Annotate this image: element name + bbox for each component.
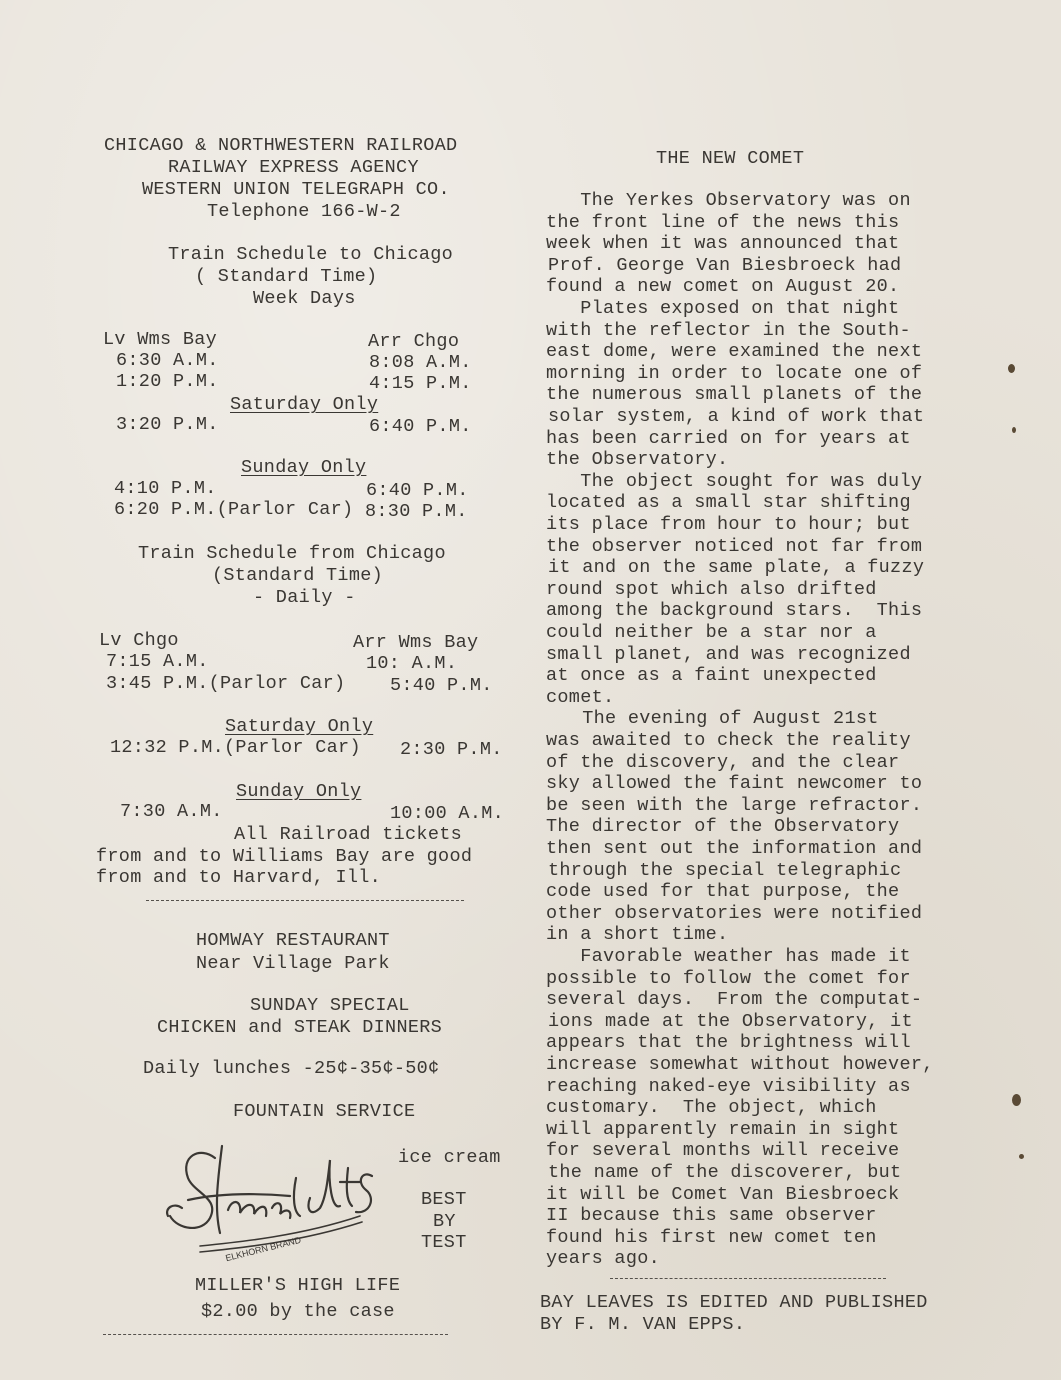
from-chicago-sunday-depart: 7:30 A.M. (120, 801, 223, 822)
col-depart-chicago: Lv Chgo (99, 630, 179, 651)
schedule-from-chicago-timezone: (Standard Time) (212, 565, 384, 586)
article-line: will apparently remain in sight (546, 1119, 900, 1140)
article-line: code used for that purpose, the (546, 881, 900, 902)
article-line: found a new comet on August 20. (546, 276, 900, 297)
logo-brand-text: ELKHORN BRAND (224, 1234, 303, 1263)
article-line: sky allowed the faint newcomer to (546, 773, 923, 794)
to-chicago-sunday-row-1-depart: 4:10 P.M. (114, 478, 217, 499)
article-line: could neither be a star nor a (546, 622, 877, 643)
tickets-note-line-2: from and to Williams Bay are good (96, 846, 473, 867)
article-line: has been carried on for years at (546, 428, 911, 449)
article-line: The Yerkes Observatory was on (546, 190, 911, 211)
article-line: ions made at the Observatory, it (548, 1011, 913, 1032)
weekday-row-1-arrive: 8:08 A.M. (369, 352, 472, 373)
article-line: among the background stars. This (546, 600, 923, 621)
daily-row-1-depart: 7:15 A.M. (106, 651, 209, 672)
article-line: with the reflector in the South- (546, 320, 911, 341)
logo-script-text: Schmidts (160, 1138, 165, 1139)
article-line: possible to follow the comet for (546, 968, 911, 989)
to-chicago-saturday-arrive: 6:40 P.M. (369, 416, 472, 437)
weekday-row-2-arrive: 4:15 P.M. (369, 373, 472, 394)
article-line: round spot which also drifted (546, 579, 877, 600)
schedule-to-chicago-title: Train Schedule to Chicago (168, 244, 454, 265)
footer-line-2: BY F. M. VAN EPPS. (540, 1314, 746, 1335)
test-text: TEST (421, 1232, 467, 1253)
restaurant-name: HOMWAY RESTAURANT (196, 930, 390, 951)
to-chicago-sunday-row-2-arrive: 8:30 P.M. (365, 501, 468, 522)
daily-row-2-arrive: 5:40 P.M. (390, 675, 493, 696)
article-line: it will be Comet Van Biesbroeck (546, 1184, 900, 1205)
footer-line-1: BAY LEAVES IS EDITED AND PUBLISHED (540, 1292, 928, 1313)
by-text: BY (433, 1211, 456, 1232)
article-line: at once as a faint unexpected (546, 665, 877, 686)
ink-smudge (1012, 1094, 1021, 1106)
article-line: The director of the Observatory (546, 816, 900, 837)
schedule-from-chicago-frequency: - Daily - (253, 587, 356, 608)
article-line: The object sought for was duly (546, 471, 923, 492)
from-chicago-saturday-heading: Saturday Only (225, 716, 374, 737)
sunday-special-heading: SUNDAY SPECIAL (250, 995, 410, 1016)
daily-lunches-prices: Daily lunches -25¢-35¢-50¢ (143, 1058, 440, 1079)
schmidts-logo (160, 1138, 390, 1263)
schedule-to-chicago-days: Week Days (253, 288, 356, 309)
best-text: BEST (421, 1189, 467, 1210)
article-line: the name of the discoverer, but (548, 1162, 902, 1183)
railroad-name: CHICAGO & NORTHWESTERN RAILROAD (104, 135, 458, 156)
article-line: increase somewhat without however, (546, 1054, 934, 1075)
col-arrive-williams-bay: Arr Wms Bay (353, 632, 479, 653)
daily-row-2-depart: 3:45 P.M.(Parlor Car) (106, 673, 346, 694)
to-chicago-sunday-row-2-depart: 6:20 P.M.(Parlor Car) (114, 499, 354, 520)
article-line: its place from hour to hour; but (546, 514, 911, 535)
article-line: of the discovery, and the clear (546, 752, 900, 773)
article-line: week when it was announced that (546, 233, 900, 254)
article-line: found his first new comet ten (546, 1227, 877, 1248)
daily-row-1-arrive: 10: A.M. (366, 653, 458, 674)
article-line: be seen with the large refractor. (546, 795, 923, 816)
fountain-service: FOUNTAIN SERVICE (233, 1101, 416, 1122)
article-line: years ago. (546, 1248, 661, 1269)
telegraph-company: WESTERN UNION TELEGRAPH CO. (142, 179, 450, 200)
article-line: customary. The object, which (546, 1097, 877, 1118)
article-line: the numerous small planets of the (546, 384, 923, 405)
ink-smudge (1008, 364, 1015, 373)
article-line: appears that the brightness will (546, 1032, 911, 1053)
tickets-note-line-1: All Railroad tickets (234, 824, 463, 845)
ink-smudge (1012, 427, 1016, 433)
to-chicago-saturday-heading: Saturday Only (230, 394, 379, 415)
article-line: II because this same observer (546, 1205, 877, 1226)
article-line: the Observatory. (546, 449, 729, 470)
article-end-divider (610, 1278, 886, 1279)
article-line: the observer noticed not far from (546, 536, 923, 557)
weekday-row-2-depart: 1:20 P.M. (116, 371, 219, 392)
article-line: through the special telegraphic (548, 860, 902, 881)
schedule-to-chicago-timezone: ( Standard Time) (195, 266, 378, 287)
from-chicago-sunday-arrive: 10:00 A.M. (390, 803, 505, 824)
article-line: solar system, a kind of work that (548, 406, 925, 427)
article-line: east dome, were examined the next (546, 341, 923, 362)
article-line: small planet, and was recognized (546, 644, 911, 665)
to-chicago-sunday-heading: Sunday Only (241, 457, 367, 478)
article-line: then sent out the information and (546, 838, 923, 859)
beer-price: $2.00 by the case (201, 1301, 395, 1322)
col-arrive-chicago: Arr Chgo (368, 331, 460, 352)
from-chicago-sunday-heading: Sunday Only (236, 781, 362, 802)
article-line: The evening of August 21st (548, 708, 879, 729)
col-depart-williams-bay: Lv Wms Bay (103, 329, 218, 350)
article-title: THE NEW COMET (656, 148, 805, 169)
article-line: other observatories were notified (546, 903, 923, 924)
article-line: Favorable weather has made it (546, 946, 911, 967)
ice-cream-text: ice cream (398, 1147, 501, 1168)
restaurant-location: Near Village Park (196, 953, 390, 974)
ink-smudge (1019, 1154, 1024, 1159)
article-line: it and on the same plate, a fuzzy (548, 557, 925, 578)
article-line: in a short time. (546, 924, 729, 945)
sunday-special-dinners: CHICKEN and STEAK DINNERS (157, 1017, 443, 1038)
article-line: Prof. George Van Biesbroeck had (548, 255, 902, 276)
from-chicago-saturday-arrive: 2:30 P.M. (400, 739, 503, 760)
article-line: reaching naked-eye visibility as (546, 1076, 911, 1097)
weekday-row-1-depart: 6:30 A.M. (116, 350, 219, 371)
express-agency: RAILWAY EXPRESS AGENCY (168, 157, 419, 178)
telephone-number: Telephone 166-W-2 (207, 201, 401, 222)
to-chicago-saturday-depart: 3:20 P.M. (116, 414, 219, 435)
article-line: several days. From the computat- (546, 989, 923, 1010)
article-line: comet. (546, 687, 615, 708)
article-line: was awaited to check the reality (546, 730, 911, 751)
article-line: morning in order to locate one of (546, 363, 923, 384)
section-divider (146, 900, 464, 901)
article-line: the front line of the news this (546, 212, 900, 233)
millers-high-life: MILLER'S HIGH LIFE (195, 1275, 401, 1296)
article-line: Plates exposed on that night (546, 298, 900, 319)
tickets-note-line-3: from and to Harvard, Ill. (96, 867, 382, 888)
schedule-from-chicago-title: Train Schedule from Chicago (138, 543, 446, 564)
from-chicago-saturday-depart: 12:32 P.M.(Parlor Car) (110, 737, 361, 758)
article-line: for several months will receive (546, 1140, 900, 1161)
to-chicago-sunday-row-1-arrive: 6:40 P.M. (366, 480, 469, 501)
bottom-left-divider (103, 1334, 448, 1335)
article-line: located as a small star shifting (546, 492, 911, 513)
